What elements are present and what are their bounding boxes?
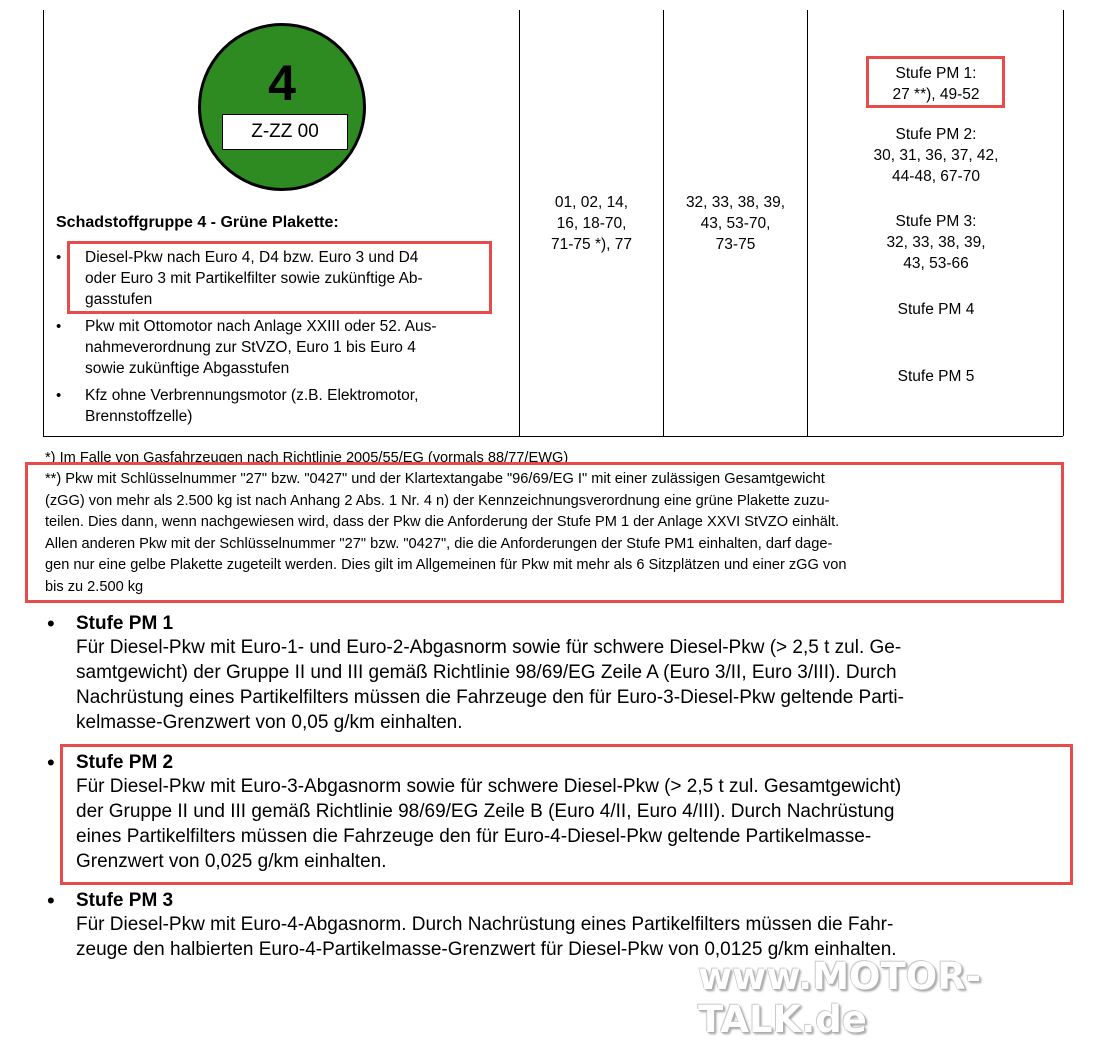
cell-line: 44-48, 67-70 bbox=[892, 168, 980, 185]
table-bottom-border bbox=[43, 436, 1063, 437]
footnote-line: (zGG) von mehr als 2.500 kg ist nach Anhang 2 Abs. 1 Nr. 4 n) der Kennzeichnungsverordnung eine grüne Plakette zuzu- bbox=[45, 492, 830, 509]
cell-line: 30, 31, 36, 37, 42, bbox=[873, 147, 999, 164]
pm-stage-3 bbox=[808, 211, 1064, 274]
bullet-line: nahmeverordnung zur StVZO, Euro 1 bis Euro 4 bbox=[85, 339, 416, 356]
sticker-number: 4 bbox=[268, 55, 296, 111]
section-line: Für Diesel-Pkw mit Euro-1- und Euro-2-Abgasnorm sowie für schwere Diesel-Pkw (> 2,5 t zul. Ge- bbox=[76, 637, 902, 658]
cell-line: 27 **), 49-52 bbox=[892, 86, 980, 103]
footnote-1: *) Im Falle von Gasfahrzeugen nach Richtlinie 2005/55/EG (vormals 88/77/EWG) bbox=[45, 450, 569, 466]
section-line: kelmasse-Grenzwert von 0,05 g/km einhalten. bbox=[76, 712, 463, 733]
section-title: Stufe PM 1 bbox=[76, 613, 174, 634]
section-bullet: • bbox=[47, 750, 55, 775]
cell-line: 43, 53-70, bbox=[700, 215, 771, 232]
cell-line: 32, 33, 38, 39, bbox=[886, 234, 986, 251]
footnote-line: Allen anderen Pkw mit der Schlüsselnummer "27" bzw. "0427", die die Anforderungen der Stufe PM1 einhalten, darf dage- bbox=[45, 535, 833, 552]
list-item bbox=[56, 316, 511, 379]
footnote-line: gen nur eine gelbe Plakette zugeteilt werden. Dies gilt im Allgemeinen für Pkw mit mehr als 6 Sitzplätzen und einer zGG von bbox=[45, 557, 847, 574]
group-title: Schadstoffgruppe 4 - Grüne Plakette: bbox=[56, 214, 339, 231]
section-bullet: • bbox=[47, 888, 55, 913]
watermark-logo: www.MOTOR-TALK.de bbox=[698, 955, 982, 1041]
highlight-box-pm2-section bbox=[60, 744, 1073, 885]
bullet-line: Pkw mit Ottomotor nach Anlage XXIII oder 52. Aus- bbox=[85, 318, 437, 335]
section-line: eines Partikelfilters müssen die Fahrzeuge den für Euro-4-Diesel-Pkw geltende Partikelmasse- bbox=[76, 826, 872, 847]
footnote-line: bis zu 2.500 kg bbox=[45, 578, 144, 595]
highlight-box-pm1 bbox=[866, 56, 1005, 108]
bullet-line: sowie zukünftige Abgasstufen bbox=[85, 360, 290, 377]
sticker-plate-code: Z-ZZ 00 bbox=[222, 114, 348, 150]
bullet-line: gasstufen bbox=[85, 291, 153, 308]
cell-line: Stufe PM 3: bbox=[895, 213, 977, 230]
key-numbers-column-2 bbox=[520, 192, 663, 255]
section-title: Stufe PM 2 bbox=[76, 752, 174, 773]
pm-stage-2 bbox=[808, 124, 1064, 187]
table-border-left bbox=[43, 10, 44, 436]
bullet-line: Diesel-Pkw nach Euro 4, D4 bzw. Euro 3 und D4 bbox=[85, 249, 419, 266]
section-body bbox=[76, 635, 1066, 735]
section-line: der Gruppe II und III gemäß Richtlinie 98/69/EG Zeile B (Euro 4/II, Euro 4/III). Durch Nachrüstung bbox=[76, 801, 895, 822]
footnote-line: teilen. Dies dann, wenn nachgewiesen wird, dass der Pkw die Anforderung der Stufe PM 1 der Anlage XXVI StVZO einhält. bbox=[45, 514, 840, 531]
cell-line: 16, 18-70, bbox=[556, 215, 627, 232]
section-line: Grenzwert von 0,025 g/km einhalten. bbox=[76, 851, 387, 872]
pm-stage-5 bbox=[808, 366, 1064, 387]
cell-line: 73-75 bbox=[715, 236, 756, 253]
key-numbers-column-3 bbox=[664, 192, 807, 255]
cell-line: 71-75 *), 77 bbox=[551, 236, 632, 253]
list-item bbox=[56, 385, 511, 427]
highlight-box-footnote bbox=[25, 462, 1064, 603]
section-line: samtgewicht) der Gruppe II und III gemäß Richtlinie 98/69/EG Zeile A (Euro 3/II, Euro 3/III). Durch bbox=[76, 662, 897, 683]
section-line: zeuge den halbierten Euro-4-Partikelmasse-Grenzwert für Diesel-Pkw von 0,0125 g/km einhalten. bbox=[76, 939, 897, 960]
bullet-line: Brennstoffzelle) bbox=[85, 408, 193, 425]
green-sticker-icon bbox=[198, 23, 366, 191]
pm-stage-4 bbox=[808, 299, 1064, 320]
section-bullet: • bbox=[47, 611, 55, 636]
cell-line: 32, 33, 38, 39, bbox=[685, 194, 786, 211]
section-line: Nachrüstung eines Partikelfilters müssen die Fahrzeuge den für Euro-3-Diesel-Pkw geltende Parti- bbox=[76, 687, 904, 708]
section-line: Für Diesel-Pkw mit Euro-3-Abgasnorm sowie für schwere Diesel-Pkw (> 2,5 t zul. Gesamtgewicht) bbox=[76, 776, 902, 797]
cell-line: 01, 02, 14, bbox=[554, 194, 629, 211]
cell-line: Stufe PM 1: bbox=[895, 65, 977, 82]
bullet-line: oder Euro 3 mit Partikelfilter sowie zukünftige Ab- bbox=[85, 270, 423, 287]
highlight-box-diesel bbox=[67, 241, 492, 314]
section-title: Stufe PM 3 bbox=[76, 890, 174, 911]
section-line: Für Diesel-Pkw mit Euro-4-Abgasnorm. Durch Nachrüstung eines Partikelfilters müssen die Fahr- bbox=[76, 914, 894, 935]
cell-line: 43, 53-66 bbox=[903, 255, 969, 272]
footnote-line: **) Pkw mit Schlüsselnummer "27" bzw. "0427" und der Klartextangabe "96/69/EG I" mit einer zulässigen Gesamtgewicht bbox=[45, 471, 825, 487]
cell-line: Stufe PM 2: bbox=[895, 126, 977, 143]
cell-line: Stufe PM 4 bbox=[897, 301, 975, 318]
cell-line: Stufe PM 5 bbox=[897, 368, 975, 385]
bullet-line: Kfz ohne Verbrennungsmotor (z.B. Elektromotor, bbox=[85, 387, 419, 404]
